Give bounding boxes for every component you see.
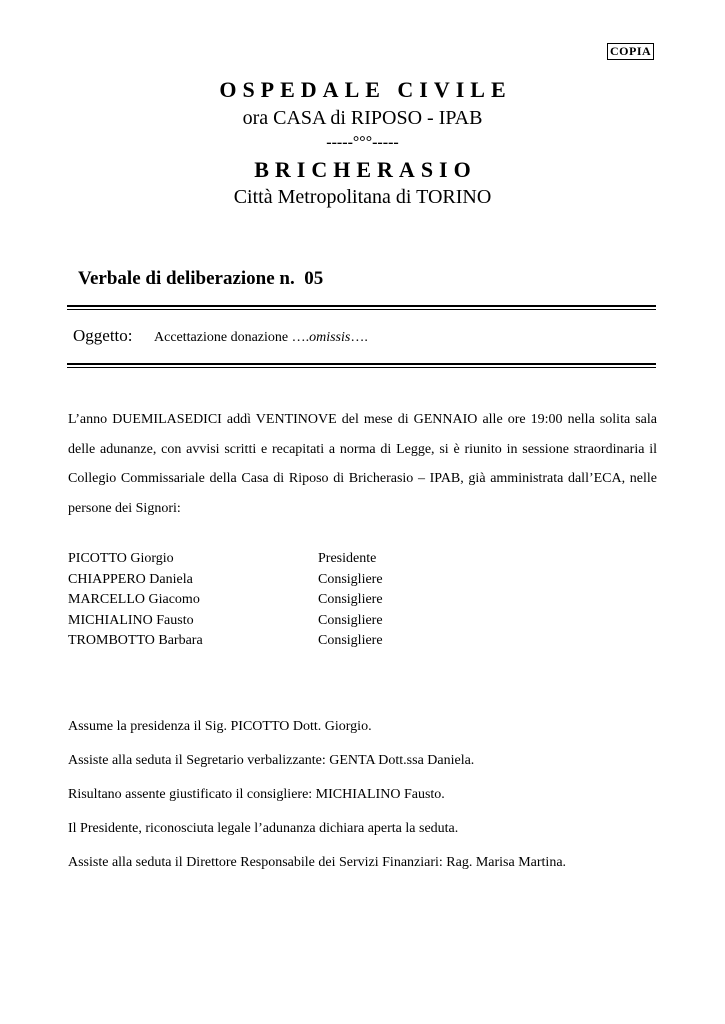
subject-main: Accettazione donazione …. xyxy=(154,330,310,345)
institution-title: OSPEDALE CIVILE xyxy=(219,77,512,102)
deliberation-heading xyxy=(78,268,323,290)
statement-secretary: Assiste alla seduta il Segretario verbalizzante: GENTA Dott.ssa Daniela. xyxy=(68,753,475,768)
statement-director: Assiste alla seduta il Direttore Responsabile dei Servizi Finanziari: Rag. Marisa Martina. xyxy=(68,855,567,870)
member-role: Consigliere xyxy=(318,612,383,628)
subject-label: Oggetto: xyxy=(73,326,133,345)
divider-bottom xyxy=(67,363,656,368)
divider-top xyxy=(67,305,656,310)
member-role: Consigliere xyxy=(318,592,383,607)
member-name: MICHIALINO Fausto xyxy=(68,612,194,628)
member-name: PICOTTO Giorgio xyxy=(68,551,174,566)
header-separator: -----°°°----- xyxy=(326,134,399,151)
member-role: Presidente xyxy=(318,551,377,566)
member-name: MARCELLO Giacomo xyxy=(68,592,200,607)
statement-opening: Il Presidente, riconosciuta legale l’adunanza dichiara aperta la seduta. xyxy=(68,821,459,836)
subject-italic: omissis xyxy=(309,330,351,345)
copy-stamp: COPIA xyxy=(607,43,654,60)
statement-absent: Risultano assente giustificato il consigliere: MICHIALINO Fausto. xyxy=(68,787,445,802)
member-name: TROMBOTTO Barbara xyxy=(68,633,203,648)
institution-subtitle: ora CASA di RIPOSO - IPAB xyxy=(242,107,483,129)
deliberation-number: 05 xyxy=(304,268,324,289)
member-role: Consigliere xyxy=(318,571,383,587)
deliberation-label: Verbale di deliberazione n. xyxy=(78,268,295,289)
member-name: CHIAPPERO Daniela xyxy=(68,571,193,587)
document-header xyxy=(0,75,725,209)
intro-paragraph: L’anno DUEMILASEDICI addì VENTINOVE del mese di GENNAIO alle ore 19:00 nella solita sala delle adunanze, con avvisi scritti e recapitati a norma di Legge, si è riunito in sessione straordinaria il Collegio Commissariale della Casa di Riposo di Bricherasio – IPAB, già amministrata dall’ECA, nelle persone dei Signori: xyxy=(68,412,657,516)
member-role: Consigliere xyxy=(318,633,383,648)
subject-suffix: …. xyxy=(350,330,368,345)
statement-presidency: Assume la presidenza il Sig. PICOTTO Dott. Giorgio. xyxy=(68,719,372,734)
subject-text xyxy=(154,330,368,346)
town-name: BRICHERASIO xyxy=(254,157,477,182)
city-name: Città Metropolitana di TORINO xyxy=(233,186,492,208)
